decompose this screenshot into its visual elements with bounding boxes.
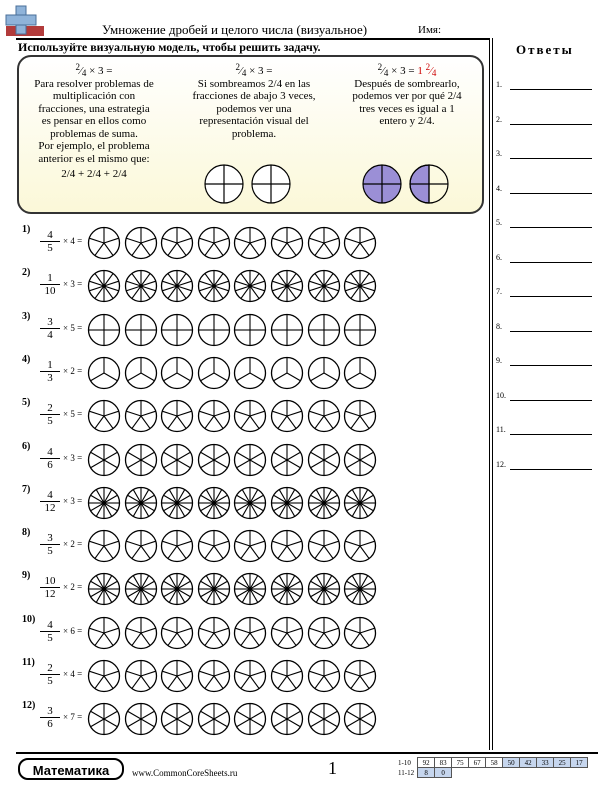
problem-number: 10) <box>22 613 36 625</box>
fraction-circle[interactable] <box>343 313 377 347</box>
fraction-circle[interactable] <box>233 269 267 303</box>
fraction-circle[interactable] <box>307 572 341 606</box>
fraction-circle[interactable] <box>270 226 304 260</box>
fraction-circle[interactable] <box>160 226 194 260</box>
fraction-circle[interactable] <box>160 399 194 433</box>
answer-line[interactable] <box>496 425 596 439</box>
fraction-circle[interactable] <box>233 659 267 693</box>
fraction-circle[interactable] <box>270 356 304 390</box>
example-text-line: fracciones de abajo 3 veces, <box>192 90 316 102</box>
fraction-circle[interactable] <box>233 702 267 736</box>
answer-blank[interactable] <box>510 124 592 125</box>
answer-line[interactable] <box>496 287 596 301</box>
fraction-circle[interactable] <box>87 399 121 433</box>
example-text-line: Después de sombrearlo, <box>354 77 460 90</box>
fraction-circle[interactable] <box>160 486 194 520</box>
fraction-circle[interactable] <box>87 443 121 477</box>
answer-blank[interactable] <box>510 193 592 194</box>
logo-icon <box>4 4 46 38</box>
problem-fraction <box>40 316 60 341</box>
answer-number: 4. <box>496 183 502 193</box>
fraction-circle[interactable] <box>343 702 377 736</box>
example-text-line: anterior es el mismo que: <box>38 152 150 165</box>
fraction-circle[interactable] <box>270 616 304 650</box>
answer-column-divider <box>489 38 490 750</box>
fraction-circle[interactable] <box>233 443 267 477</box>
problem-fraction <box>40 662 60 687</box>
fraction-circle[interactable] <box>160 443 194 477</box>
fraction-circle[interactable] <box>124 399 158 433</box>
problem-fraction <box>40 575 60 600</box>
problem-fraction <box>40 272 60 297</box>
site-url: www.CommonCoreSheets.ru <box>132 768 238 778</box>
answer-number: 6. <box>496 252 502 262</box>
fraction-numerator: 3 <box>40 705 60 718</box>
answer-blank[interactable] <box>510 434 592 435</box>
fraction-denominator: 6 <box>47 458 53 471</box>
answer-blank[interactable] <box>510 331 592 332</box>
example-text-line: Si sombreamos 2/4 en las <box>197 77 311 90</box>
fraction-denominator: 10 <box>44 285 56 298</box>
fraction-circle[interactable] <box>307 399 341 433</box>
example-expression: $^2$⁄4 × 3 = <box>235 62 273 78</box>
fraction-circle[interactable] <box>124 659 158 693</box>
fraction-circle[interactable] <box>124 226 158 260</box>
example-text-line: tres veces es igual a 1 <box>359 102 455 115</box>
fraction-circle[interactable] <box>343 399 377 433</box>
instructions: Используйте визуальную модель, чтобы решить задачу. <box>18 40 321 54</box>
fraction-circle[interactable] <box>160 313 194 347</box>
problem-number: 11) <box>22 657 35 668</box>
fraction-circle[interactable] <box>270 269 304 303</box>
example-text-line: multiplicación con <box>52 90 136 102</box>
fraction-circle[interactable] <box>197 616 231 650</box>
example-column-2 <box>179 62 329 140</box>
answer-line[interactable] <box>496 115 596 129</box>
fraction-circle[interactable] <box>160 702 194 736</box>
fraction-denominator: 5 <box>47 675 53 687</box>
fraction-circle[interactable] <box>307 226 341 260</box>
fraction-circle[interactable] <box>197 269 231 303</box>
fraction-circle[interactable] <box>307 486 341 520</box>
fraction-numerator: 3 <box>40 532 60 545</box>
answer-number: 11. <box>496 425 506 434</box>
score-row: 11-12 8 0 <box>396 768 588 778</box>
problem-multiplier: × 2 = <box>63 365 83 376</box>
problem-multiplier: × 5 = <box>63 322 83 333</box>
example-box <box>17 55 484 214</box>
example-expression: $^2$⁄4 × 3 = 1 $^2$⁄4 <box>377 62 437 78</box>
fraction-circle[interactable] <box>87 616 121 650</box>
example-shaded-circles <box>361 163 451 207</box>
fraction-circle[interactable] <box>160 529 194 563</box>
answer-number: 3. <box>496 149 502 158</box>
fraction-numerator: 4 <box>40 489 60 502</box>
fraction-circle[interactable] <box>160 616 194 650</box>
example-sum: 2/4 + 2/4 + 2/4 <box>61 168 127 180</box>
problem-number: 4) <box>22 353 31 365</box>
example-empty-circles <box>203 163 293 207</box>
problem-fraction <box>40 489 60 514</box>
fraction-circle[interactable] <box>307 702 341 736</box>
answer-line[interactable] <box>496 80 596 94</box>
score-row: 1-10 92 83 75 67 58 50 42 33 25 17 <box>396 758 588 768</box>
problem-fraction <box>40 229 60 254</box>
fraction-numerator: 10 <box>40 575 60 588</box>
problem-number: 9) <box>22 570 31 582</box>
problem-multiplier: × 2 = <box>63 539 83 550</box>
answer-number: 10. <box>496 390 506 400</box>
fraction-circle[interactable] <box>307 356 341 390</box>
fraction-circle[interactable] <box>197 399 231 433</box>
fraction-circle[interactable] <box>307 313 341 347</box>
fraction-numerator: 1 <box>40 272 60 285</box>
fraction-circle[interactable] <box>233 616 267 650</box>
fraction-numerator: 3 <box>40 316 60 329</box>
fraction-circle[interactable] <box>160 659 194 693</box>
answer-line[interactable] <box>496 184 596 198</box>
problem-number: 5) <box>22 397 31 409</box>
fraction-numerator: 1 <box>40 359 60 372</box>
fraction-circle[interactable] <box>197 659 231 693</box>
problem-number: 6) <box>22 440 31 452</box>
fraction-circle[interactable] <box>124 529 158 563</box>
fraction-circle[interactable] <box>87 702 121 736</box>
fraction-denominator: 5 <box>47 545 53 558</box>
footer-divider <box>16 752 598 754</box>
fraction-circle[interactable] <box>197 313 231 347</box>
fraction-circle[interactable] <box>270 486 304 520</box>
fraction-circle[interactable] <box>307 269 341 303</box>
answer-blank[interactable] <box>510 262 592 263</box>
fraction-circle[interactable] <box>124 616 158 650</box>
fraction-circle[interactable] <box>233 313 267 347</box>
fraction-circle[interactable] <box>343 616 377 650</box>
problem-multiplier: × 4 = <box>63 236 83 246</box>
answer-line[interactable] <box>496 322 596 336</box>
fraction-circle[interactable] <box>197 572 231 606</box>
example-text-line: problema. <box>231 127 277 140</box>
fraction-circle[interactable] <box>87 529 121 563</box>
fraction-circle[interactable] <box>233 572 267 606</box>
fraction-denominator: 5 <box>47 415 53 428</box>
example-expression: $^2$⁄4 × 3 = <box>75 62 113 78</box>
fraction-denominator: 4 <box>47 328 53 341</box>
fraction-denominator: 5 <box>47 631 53 644</box>
fraction-denominator: 5 <box>47 242 53 254</box>
fraction-circle[interactable] <box>270 572 304 606</box>
fraction-numerator: 4 <box>40 446 60 459</box>
answers-title: Ответы <box>516 42 574 57</box>
answer-line[interactable] <box>496 149 596 163</box>
answer-number: 2. <box>496 114 502 124</box>
fraction-numerator: 4 <box>40 229 60 242</box>
problem-number: 2) <box>22 267 31 279</box>
fraction-numerator: 4 <box>40 619 60 632</box>
answer-blank[interactable] <box>510 89 592 90</box>
answer-number: 5. <box>496 218 502 227</box>
example-text-line: Por ejemplo, el problema <box>38 140 150 152</box>
fraction-denominator: 12 <box>44 588 56 601</box>
fraction-numerator: 2 <box>40 402 60 415</box>
answer-number: 8. <box>496 321 502 331</box>
answer-blank[interactable] <box>510 469 592 470</box>
problem-fraction <box>40 705 60 730</box>
fraction-circle[interactable] <box>307 529 341 563</box>
example-text-line: problemas de suma. <box>50 127 138 140</box>
fraction-circle[interactable] <box>87 313 121 347</box>
answer-line[interactable] <box>496 218 596 232</box>
fraction-circle[interactable] <box>87 226 121 260</box>
fraction-circle[interactable] <box>307 659 341 693</box>
example-text-line: podemos ver una <box>216 102 292 115</box>
fraction-circle[interactable] <box>197 529 231 563</box>
fraction-circle[interactable] <box>233 399 267 433</box>
answer-line[interactable] <box>496 391 596 405</box>
fraction-circle[interactable] <box>270 659 304 693</box>
fraction-circle[interactable] <box>124 443 158 477</box>
example-column-3 <box>337 62 477 128</box>
fraction-circle[interactable] <box>270 702 304 736</box>
answer-number: 7. <box>496 287 502 296</box>
fraction-circle[interactable] <box>307 443 341 477</box>
fraction-circle[interactable] <box>160 269 194 303</box>
answer-line[interactable] <box>496 356 596 370</box>
fraction-circle[interactable] <box>197 356 231 390</box>
fraction-denominator: 6 <box>47 718 53 731</box>
problem-multiplier: × 3 = <box>63 279 83 290</box>
problem-multiplier: × 7 = <box>63 712 83 723</box>
example-text-line: fracciones, una estrategia <box>38 102 150 115</box>
problem-multiplier: × 2 = <box>63 582 83 593</box>
fraction-circle[interactable] <box>343 529 377 563</box>
example-column-1 <box>25 62 163 181</box>
fraction-circle[interactable] <box>87 269 121 303</box>
fraction-denominator: 3 <box>47 371 53 384</box>
fraction-circle[interactable] <box>124 486 158 520</box>
fraction-circle[interactable] <box>233 486 267 520</box>
problem-multiplier: × 5 = <box>63 409 83 420</box>
fraction-circle[interactable] <box>124 702 158 736</box>
answer-number: 1. <box>496 80 502 89</box>
fraction-circle[interactable] <box>343 226 377 260</box>
problem-number: 3) <box>22 310 31 322</box>
problem-fraction <box>40 446 60 471</box>
answer-column-divider-inner <box>492 38 493 750</box>
problem-multiplier: × 3 = <box>63 495 83 506</box>
page-number: 1 <box>328 758 337 778</box>
answer-blank[interactable] <box>510 158 592 159</box>
fraction-circle[interactable] <box>270 443 304 477</box>
answer-blank[interactable] <box>510 296 592 297</box>
fraction-circle[interactable] <box>343 269 377 303</box>
problem-number: 12) <box>22 700 36 712</box>
example-text-line: entero y 2/4. <box>379 115 435 127</box>
answer-number: 9. <box>496 356 502 365</box>
problem-multiplier: × 6 = <box>63 625 83 636</box>
name-label: Имя: <box>418 24 442 36</box>
problem-fraction <box>40 359 60 384</box>
problem-number: 1) <box>22 224 31 235</box>
answer-line[interactable] <box>496 253 596 267</box>
fraction-circle[interactable] <box>197 702 231 736</box>
fraction-circle[interactable] <box>160 572 194 606</box>
example-text-line: es pensar en ellos como <box>41 115 147 127</box>
fraction-circle[interactable] <box>87 356 121 390</box>
problem-number: 7) <box>22 483 31 495</box>
fraction-circle[interactable] <box>307 616 341 650</box>
example-text-line: podemos ver por qué 2/4 <box>352 90 462 102</box>
fraction-circle[interactable] <box>87 659 121 693</box>
example-text-line: representación visual del <box>199 115 309 127</box>
fraction-circle[interactable] <box>233 529 267 563</box>
fraction-circle[interactable] <box>270 399 304 433</box>
fraction-circle[interactable] <box>87 486 121 520</box>
fraction-circle[interactable] <box>87 572 121 606</box>
fraction-circle[interactable] <box>343 356 377 390</box>
fraction-numerator: 2 <box>40 662 60 675</box>
answer-number: 12. <box>496 459 506 469</box>
fraction-circle[interactable] <box>233 356 267 390</box>
fraction-circle[interactable] <box>343 486 377 520</box>
fraction-circle[interactable] <box>197 226 231 260</box>
answer-blank[interactable] <box>510 365 592 366</box>
problem-fraction <box>40 619 60 644</box>
fraction-circle[interactable] <box>124 572 158 606</box>
problem-multiplier: × 4 = <box>63 669 83 679</box>
problem-fraction <box>40 402 60 427</box>
fraction-circle[interactable] <box>197 443 231 477</box>
fraction-circle[interactable] <box>270 529 304 563</box>
fraction-circle[interactable] <box>197 486 231 520</box>
problem-fraction <box>40 532 60 557</box>
fraction-circle[interactable] <box>124 356 158 390</box>
subject-badge: Математика <box>18 758 124 780</box>
score-table <box>396 757 588 778</box>
problem-multiplier: × 3 = <box>63 452 83 463</box>
fraction-circle[interactable] <box>343 659 377 693</box>
fraction-circle[interactable] <box>124 313 158 347</box>
fraction-circle[interactable] <box>160 356 194 390</box>
answer-blank[interactable] <box>510 400 592 401</box>
fraction-circle[interactable] <box>343 443 377 477</box>
fraction-circle[interactable] <box>124 269 158 303</box>
fraction-circle[interactable] <box>233 226 267 260</box>
answer-line[interactable] <box>496 460 596 474</box>
fraction-circle[interactable] <box>270 313 304 347</box>
example-text-line: Para resolver problemas de <box>34 77 154 90</box>
problem-number: 8) <box>22 527 31 539</box>
answer-blank[interactable] <box>510 227 592 228</box>
example-answer: 1 $^2$⁄4 <box>417 62 437 78</box>
worksheet-title: Умножение дробей и целого числа (визуальное) <box>102 22 368 37</box>
fraction-denominator: 12 <box>44 501 56 514</box>
fraction-circle[interactable] <box>343 572 377 606</box>
